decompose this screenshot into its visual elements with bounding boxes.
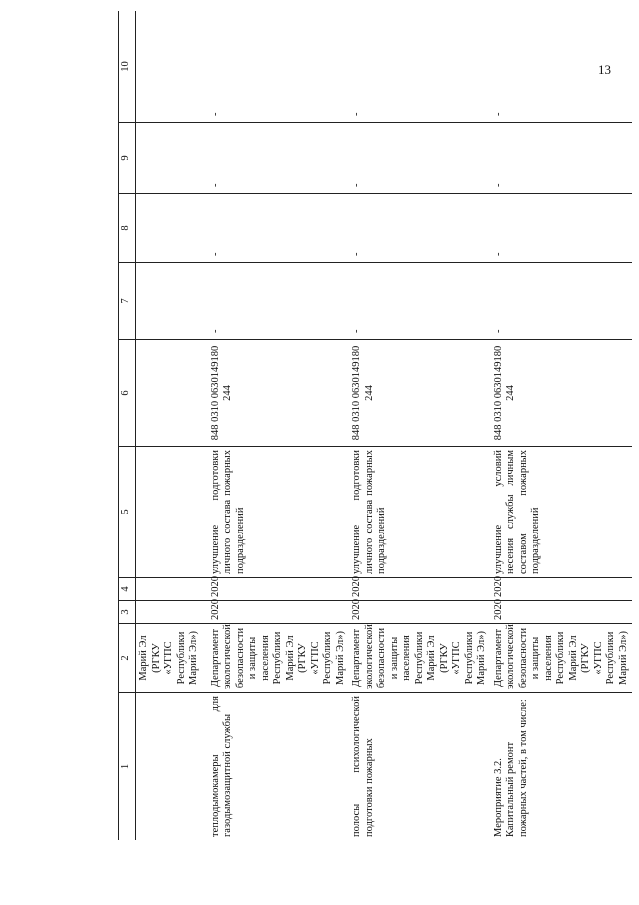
value-col-7 bbox=[136, 263, 208, 340]
end-year bbox=[136, 578, 208, 601]
end-year: 2020 bbox=[208, 578, 350, 601]
value-col-10 bbox=[136, 11, 208, 123]
value-col-10: - bbox=[208, 11, 350, 123]
value-col-10: - bbox=[491, 11, 633, 123]
col-header-9: 9 bbox=[119, 123, 136, 194]
col-header-6: 6 bbox=[119, 340, 136, 447]
end-year: 2020 bbox=[349, 578, 491, 601]
value-col-8: - bbox=[349, 194, 491, 263]
col-header-10: 10 bbox=[119, 11, 136, 123]
expected-result: улучшение условий несения службы личным составом пожарных подразделений bbox=[491, 447, 633, 578]
col-header-3: 3 bbox=[119, 601, 136, 624]
column-number-row bbox=[119, 11, 136, 840]
program-table bbox=[118, 11, 632, 840]
table-row bbox=[136, 11, 208, 840]
measure-name bbox=[136, 693, 208, 841]
end-year: 2020 bbox=[491, 578, 633, 601]
budget-code bbox=[136, 340, 208, 447]
start-year: 2020 bbox=[349, 601, 491, 624]
table-row bbox=[491, 11, 633, 840]
expected-result: улучшение подготовки личного состава пожарных подразделений bbox=[208, 447, 350, 578]
measure-name: полосы психологической подготовки пожарных bbox=[351, 696, 375, 837]
value-col-9: - bbox=[349, 123, 491, 194]
value-col-9: - bbox=[208, 123, 350, 194]
measure-name: Мероприятие 3.2. Капитальный ремонт пожарных частей, в том числе: bbox=[492, 699, 529, 837]
col-header-4: 4 bbox=[119, 578, 136, 601]
executor: Департамент экологической безопасности и защиты населения Республики Марий Эл (РГКУ «УГПС Республики Марий Эл») bbox=[349, 624, 491, 693]
col-header-8: 8 bbox=[119, 194, 136, 263]
col-header-5: 5 bbox=[119, 447, 136, 578]
budget-code: 848 0310 0630149180 244 bbox=[491, 340, 633, 447]
value-col-9: - bbox=[491, 123, 633, 194]
expected-result: улучшение подготовки личного состава пожарных подразделений bbox=[349, 447, 491, 578]
table-row bbox=[349, 11, 491, 840]
value-col-10: - bbox=[349, 11, 491, 123]
table-row bbox=[208, 11, 350, 840]
col-header-1: 1 bbox=[119, 693, 136, 841]
col-header-2: 2 bbox=[119, 624, 136, 693]
value-col-9 bbox=[136, 123, 208, 194]
executor: Марий Эл (РГКУ «УГПС Республики Марий Эл») bbox=[136, 624, 208, 693]
value-col-8: - bbox=[491, 194, 633, 263]
col-header-7: 7 bbox=[119, 263, 136, 340]
executor: Департамент экологической безопасности и защиты населения Республики Марий Эл (РГКУ «УГПС Республики Марий Эл») bbox=[208, 624, 350, 693]
page-number: 13 bbox=[598, 62, 611, 77]
value-col-7: - bbox=[349, 263, 491, 340]
expected-result bbox=[136, 447, 208, 578]
executor: Департамент экологической безопасности и защиты населения Республики Марий Эл (РГКУ «УГПС Республики Марий Эл») bbox=[491, 624, 633, 693]
budget-code: 848 0310 0630149180 244 bbox=[208, 340, 350, 447]
start-year: 2020 bbox=[491, 601, 633, 624]
value-col-8: - bbox=[208, 194, 350, 263]
start-year bbox=[136, 601, 208, 624]
measure-name: теплодымокамеры для газодымозащитной службы bbox=[209, 696, 233, 837]
budget-code: 848 0310 0630149180 244 bbox=[349, 340, 491, 447]
start-year: 2020 bbox=[208, 601, 350, 624]
value-col-7: - bbox=[208, 263, 350, 340]
value-col-7: - bbox=[491, 263, 633, 340]
value-col-8 bbox=[136, 194, 208, 263]
